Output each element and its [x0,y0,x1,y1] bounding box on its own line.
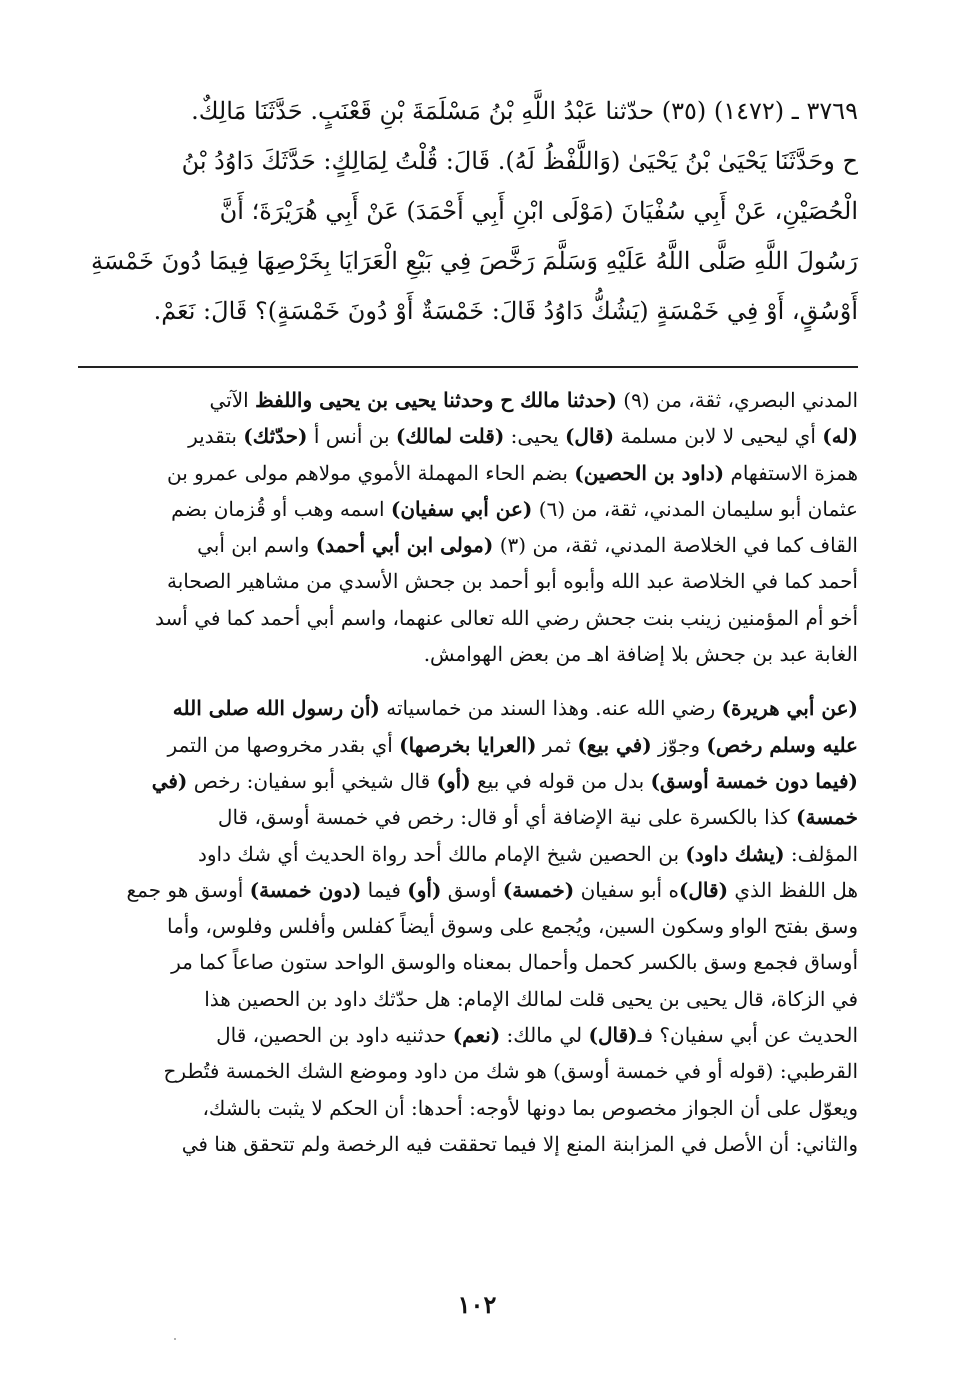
commentary-line: القاف كما في الخلاصة المدني، ثقة، من (٣) (مولى ابن أبي أحمد) واسم ابن أبي [197,533,858,558]
page-body [78,86,858,1162]
commentary-line: المدني البصري، ثقة، من (٩) (حدثنا مالك ح وحدثنا يحيى بن يحيى واللفظ الآتي [209,388,858,412]
commentary-line: ويعوّل على أن الجواز مخصوص بما دونها لأوجه: أحدها: أن الحكم لا يثبت بالشك، [202,1095,858,1120]
commentary-line: عليه وسلم رخص) وجوّز (في بيع) ثمر (العرايا بخرصها) أي بقدر مخروصها من التمر [167,732,858,757]
commentary-line: هل اللفظ الذي (قال)ه أبو سفيان (خمسة) أوسق (أو) فيما (دون خمسة) أوسق هو جمع [126,877,858,902]
commentary-line: أخو أم المؤمنين زينب بنت جحش رضي الله تعالى عنهما، واسم أبي أحمد كما في أسد [155,605,858,630]
commentary-line: أحمد كما في الخلاصة عبد الله وأبوه أبو أحمد بن جحش الأسدي من مشاهير الصحابة [166,569,858,594]
page-number: ١٠٢ [457,1290,497,1319]
commentary-line: في الزكاة، قال يحيى بن يحيى قلت لمالك الإمام: هل حدّثك داود بن الحصين هذا [204,986,858,1011]
commentary-line: وسق بفتح الواو وسكون السين، ويُجمع على وسوق أيضاً كفلس وأفلس وفلوس، وأما [166,914,858,939]
footnote-divider [78,366,858,368]
commentary-line: عثمان أبو سليمان المدني، ثقة، من (٦) (عن أبي سفيان) اسمه وهب أو قُزمان بضم [171,496,858,521]
hadith-line: ٣٧٦٩ ـ (١٤٧٢) (٣٥) حدّثنا عَبْدُ اللَّهِ بْنُ مَسْلَمَةَ بْنِ قَعْنَبٍ. حَدَّثَنَا مَالِكٌ. [191,97,858,125]
commentary-line: خمسة) كذا بالكسرة على نية الإضافة أي أو قال: رخص في خمسة أوسق، قال [217,805,858,830]
commentary-line: الغابة عبد بن جحش بلا إضافة اهـ من بعض الهوامش. [423,642,858,667]
commentary-line: همزة الاستفهام (داود بن الحصين) بضم الحاء المهملة الأموي مولاهم مولى عمرو بن [167,460,858,485]
commentary [78,382,858,1162]
hadith-line: ح وحَدَّثَنَا يَحْيَىٰ بْنُ يَحْيَىٰ (وَاللَّفْظُ لَهُ). قَالَ: قُلْتُ لِمَالِكٍ: حَدَّثَكَ دَاوُدُ بْنُ [181,147,858,175]
scan-speck [174,1338,176,1340]
commentary-line: (عن أبي هريرة) رضي الله عنه. وهذا السند من خماسياته (أن رسول الله صلى الله [172,696,858,721]
commentary-line: (فيما دون خمسة أوسق) بدل من قوله في بيع (أو) قال شيخي أبو سفيان: رخص (في [151,768,858,793]
hadith-line: الْحُصَيْنِ، عَنْ أَبِي سُفْيَانَ (مَوْلَى ابْنِ أَبِي أَحْمَدَ) عَنْ أَبِي هُرَيْرَةَ؛ أَنَّ [219,197,858,225]
commentary-line: القرطبي: (قوله أو في خمسة أوسق) هو شك من داود وموضع الشك الخمسة فتُطرح [163,1059,858,1084]
commentary-line: والثاني: أن الأصل في المزابنة المنع إلا فيما تحققت فيه الرخصة ولم تتحقق هنا في [181,1131,858,1156]
commentary-line: (له) أي ليحيى لا لابن مسلمة (قال) يحيى: (قلت لمالك) بن أنس أ (حدّثك) بتقدير [188,424,858,449]
commentary-line: أوساق فجمع وسق بالكسر كحمل وأحمال بمعناه والوسق الواحد ستون صاعاً كما مر [171,950,858,975]
hadith-line: رَسُولَ اللَّهِ صَلَّى اللَّهُ عَلَيْهِ وَسَلَّمَ رَخَّصَ فِي بَيْعِ الْعَرَايَا بِخَرْصِهَا فِيمَا دُونَ خَمْسَةِ [90,247,858,275]
commentary-line: المؤلف: (يشك داود) بن الحصين شيخ الإمام مالك أحد رواة الحديث أي شك داود [197,841,858,866]
commentary-line: الحديث عن أبي سفيان؟ فـ(قال) لي مالك: (نعم) حدثنيه داود بن الحصين، قال [216,1023,858,1048]
hadith-text [78,86,858,336]
hadith-line: أَوْسُقٍ، أَوْ فِي خَمْسَةٍ (يَشُكُّ دَاوُدُ قَالَ: خَمْسَةٌ أَوْ دُونَ خَمْسَةٍ)؟ قَالَ: نَعَمْ. [153,297,858,325]
